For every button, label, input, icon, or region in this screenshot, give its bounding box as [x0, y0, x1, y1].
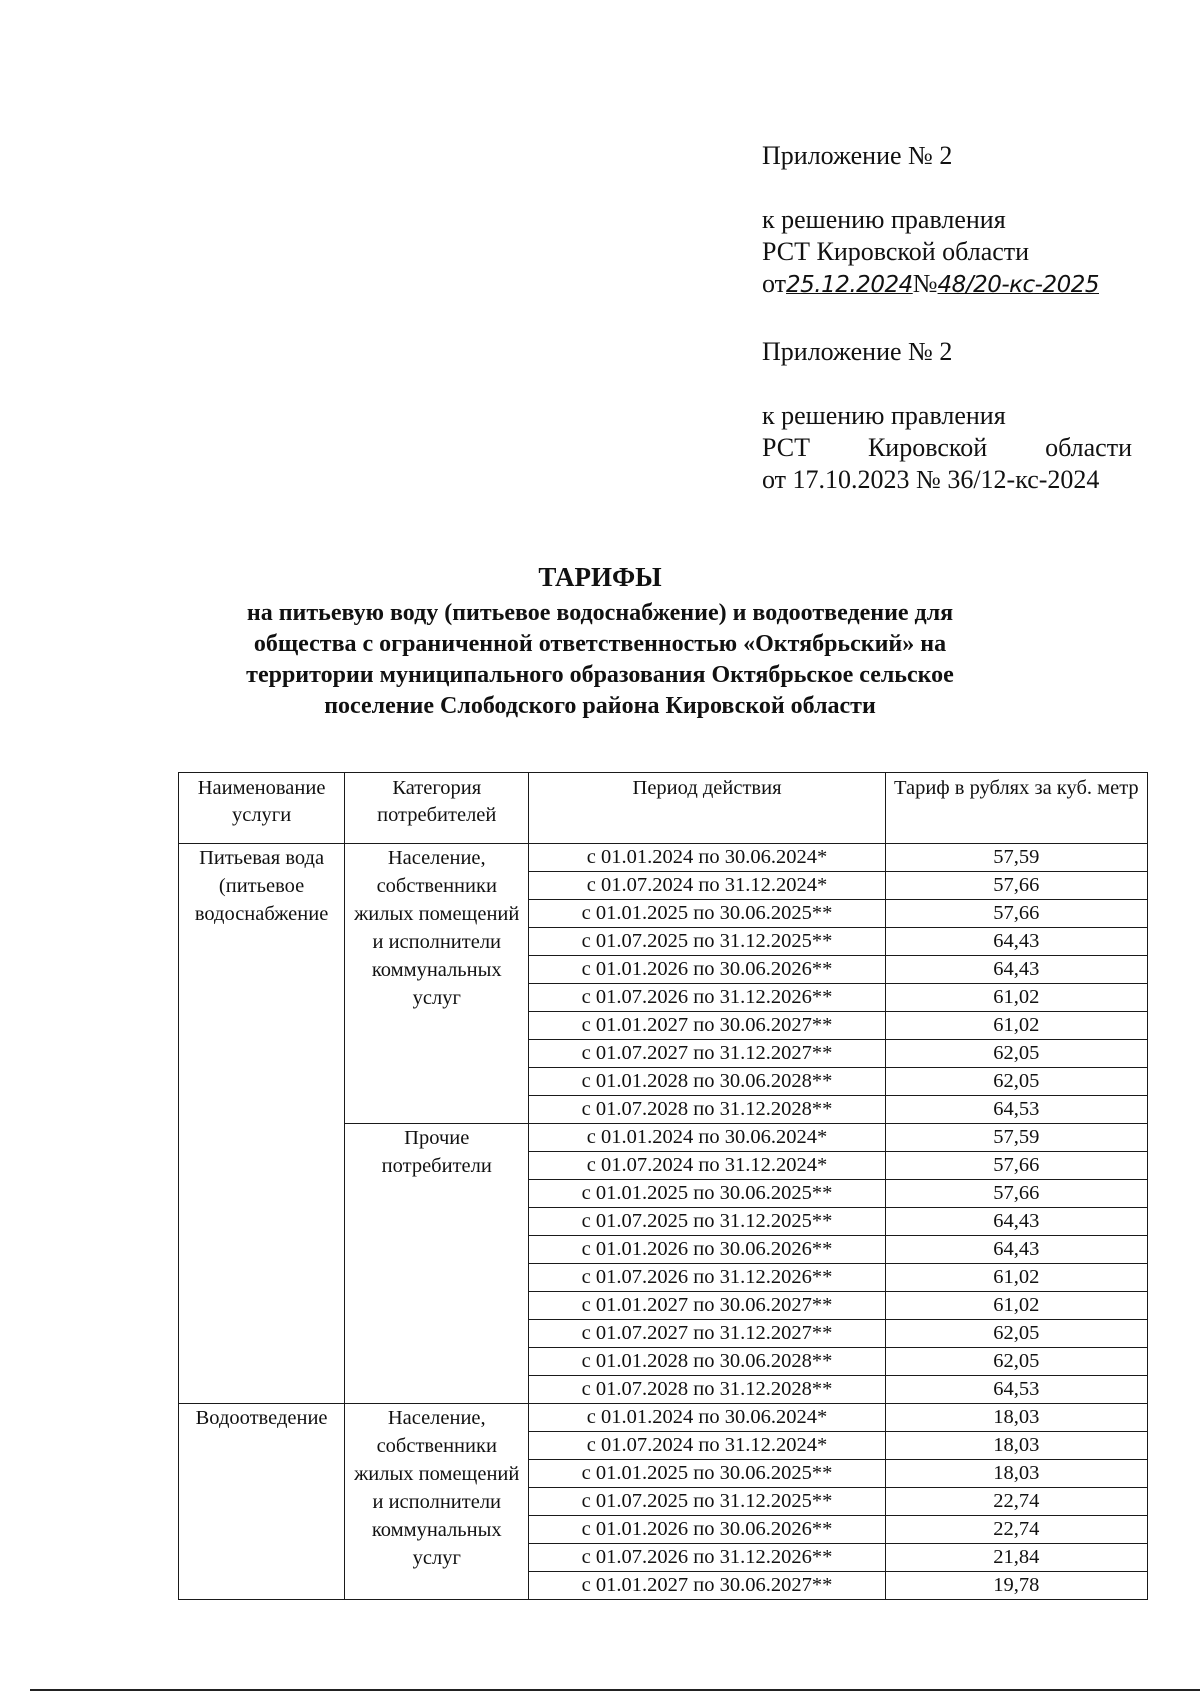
- category-cell: Население, собственники жилых помещений и исполнители коммунальных услуг: [345, 844, 529, 1124]
- category-cell: Прочие потребители: [345, 1124, 529, 1404]
- period-cell: с 01.07.2024 по 31.12.2024*: [529, 1432, 885, 1460]
- tariff-cell: 61,02: [885, 1012, 1147, 1040]
- period-cell: с 01.01.2026 по 30.06.2026**: [529, 1236, 885, 1264]
- tariff-cell: 57,66: [885, 872, 1147, 900]
- tariff-cell: 62,05: [885, 1320, 1147, 1348]
- document-heading: [160, 560, 1040, 722]
- tariff-cell: 64,43: [885, 1236, 1147, 1264]
- tariff-cell: 62,05: [885, 1348, 1147, 1376]
- period-cell: с 01.01.2024 по 30.06.2024*: [529, 1124, 885, 1152]
- tariff-cell: 18,03: [885, 1404, 1147, 1432]
- period-cell: с 01.07.2024 по 31.12.2024*: [529, 872, 885, 900]
- tariff-table: [178, 772, 1148, 1600]
- period-cell: с 01.01.2027 по 30.06.2027**: [529, 1012, 885, 1040]
- tariff-cell: 64,53: [885, 1376, 1147, 1404]
- tariff-cell: 62,05: [885, 1068, 1147, 1096]
- appendix-decision-line: к решению правления: [762, 205, 1006, 234]
- service-cell: Водоотведение: [179, 1404, 345, 1600]
- document-title: ТАРИФЫ: [538, 562, 662, 592]
- period-cell: с 01.07.2025 по 31.12.2025**: [529, 1488, 885, 1516]
- number-sign: №: [912, 269, 938, 298]
- category-cell: Население, собственники жилых помещений и исполнители коммунальных услуг: [345, 1404, 529, 1600]
- tariff-cell: 57,59: [885, 1124, 1147, 1152]
- period-cell: с 01.01.2027 по 30.06.2027**: [529, 1572, 885, 1600]
- period-cell: с 01.07.2025 по 31.12.2025**: [529, 1208, 885, 1236]
- service-cell: Питьевая вода (питьевое водоснабжение: [179, 844, 345, 1404]
- period-cell: с 01.01.2025 по 30.06.2025**: [529, 1460, 885, 1488]
- tariff-cell: 19,78: [885, 1572, 1147, 1600]
- period-cell: с 01.01.2026 по 30.06.2026**: [529, 1516, 885, 1544]
- header-category: Категория потребителей: [345, 773, 529, 844]
- period-cell: с 01.01.2028 по 30.06.2028**: [529, 1068, 885, 1096]
- tariff-cell: 18,03: [885, 1460, 1147, 1488]
- tariff-cell: 22,74: [885, 1516, 1147, 1544]
- authority-word: РСТ: [762, 433, 811, 462]
- appendix-decision-line: к решению правления: [762, 401, 1006, 430]
- appendix-date-line: [762, 268, 1142, 301]
- tariff-cell: 57,66: [885, 1180, 1147, 1208]
- period-cell: с 01.01.2024 по 30.06.2024*: [529, 844, 885, 872]
- period-cell: с 01.07.2027 по 31.12.2027**: [529, 1040, 885, 1068]
- date-prefix: от: [762, 269, 787, 298]
- tariff-cell: 61,02: [885, 1264, 1147, 1292]
- authority-word: области: [1045, 433, 1132, 462]
- table-row: [179, 844, 1148, 872]
- period-cell: с 01.07.2026 по 31.12.2026**: [529, 984, 885, 1012]
- appendix-date-line: от 17.10.2023 № 36/12-кс-2024: [762, 465, 1100, 494]
- tariff-table-body: [179, 844, 1148, 1600]
- page-bottom-rule: [30, 1689, 1200, 1691]
- appendix-title: Приложение № 2: [762, 141, 953, 170]
- table-row: [179, 1404, 1148, 1432]
- tariff-cell: 61,02: [885, 984, 1147, 1012]
- period-cell: с 01.07.2028 по 31.12.2028**: [529, 1376, 885, 1404]
- document-subtitle-line: поселение Слободского района Кировской области: [324, 693, 876, 719]
- tariff-cell: 61,02: [885, 1292, 1147, 1320]
- tariff-cell: 18,03: [885, 1432, 1147, 1460]
- tariff-cell: 22,74: [885, 1488, 1147, 1516]
- period-cell: с 01.01.2026 по 30.06.2026**: [529, 956, 885, 984]
- period-cell: с 01.01.2027 по 30.06.2027**: [529, 1292, 885, 1320]
- tariff-cell: 64,43: [885, 956, 1147, 984]
- appendix-header-old: [762, 336, 1142, 496]
- appendix-header-new: [762, 140, 1142, 301]
- period-cell: с 01.07.2026 по 31.12.2026**: [529, 1264, 885, 1292]
- period-cell: с 01.01.2025 по 30.06.2025**: [529, 1180, 885, 1208]
- appendix-authority-line: [762, 432, 1132, 464]
- header-period: Период действия: [529, 773, 885, 844]
- handwritten-date: 25.12.2024: [786, 272, 913, 298]
- period-cell: с 01.01.2028 по 30.06.2028**: [529, 1348, 885, 1376]
- tariff-cell: 57,66: [885, 1152, 1147, 1180]
- period-cell: с 01.01.2025 по 30.06.2025**: [529, 900, 885, 928]
- period-cell: с 01.07.2027 по 31.12.2027**: [529, 1320, 885, 1348]
- table-header-row: [179, 773, 1148, 844]
- appendix-authority-line: РСТ Кировской области: [762, 237, 1030, 266]
- tariff-cell: 57,66: [885, 900, 1147, 928]
- authority-word: Кировской: [867, 433, 988, 462]
- tariff-cell: 64,43: [885, 928, 1147, 956]
- appendix-title: Приложение № 2: [762, 337, 953, 366]
- period-cell: с 01.01.2024 по 30.06.2024*: [529, 1404, 885, 1432]
- period-cell: с 01.07.2025 по 31.12.2025**: [529, 928, 885, 956]
- header-tariff: Тариф в рублях за куб. метр: [885, 773, 1147, 844]
- tariff-cell: 64,43: [885, 1208, 1147, 1236]
- document-subtitle-line: территории муниципального образования Октябрьское сельское: [246, 662, 954, 688]
- period-cell: с 01.07.2026 по 31.12.2026**: [529, 1544, 885, 1572]
- period-cell: с 01.07.2024 по 31.12.2024*: [529, 1152, 885, 1180]
- handwritten-number: 48/20-кс-2025: [937, 272, 1099, 298]
- period-cell: с 01.07.2028 по 31.12.2028**: [529, 1096, 885, 1124]
- header-service: Наименование услуги: [179, 773, 345, 844]
- document-subtitle-line: общества с ограниченной ответственностью «Октябрьский» на: [253, 631, 947, 657]
- tariff-cell: 62,05: [885, 1040, 1147, 1068]
- document-subtitle-line: на питьевую воду (питьевое водоснабжение) и водоотведение для: [246, 600, 954, 626]
- tariff-cell: 64,53: [885, 1096, 1147, 1124]
- tariff-cell: 57,59: [885, 844, 1147, 872]
- tariff-cell: 21,84: [885, 1544, 1147, 1572]
